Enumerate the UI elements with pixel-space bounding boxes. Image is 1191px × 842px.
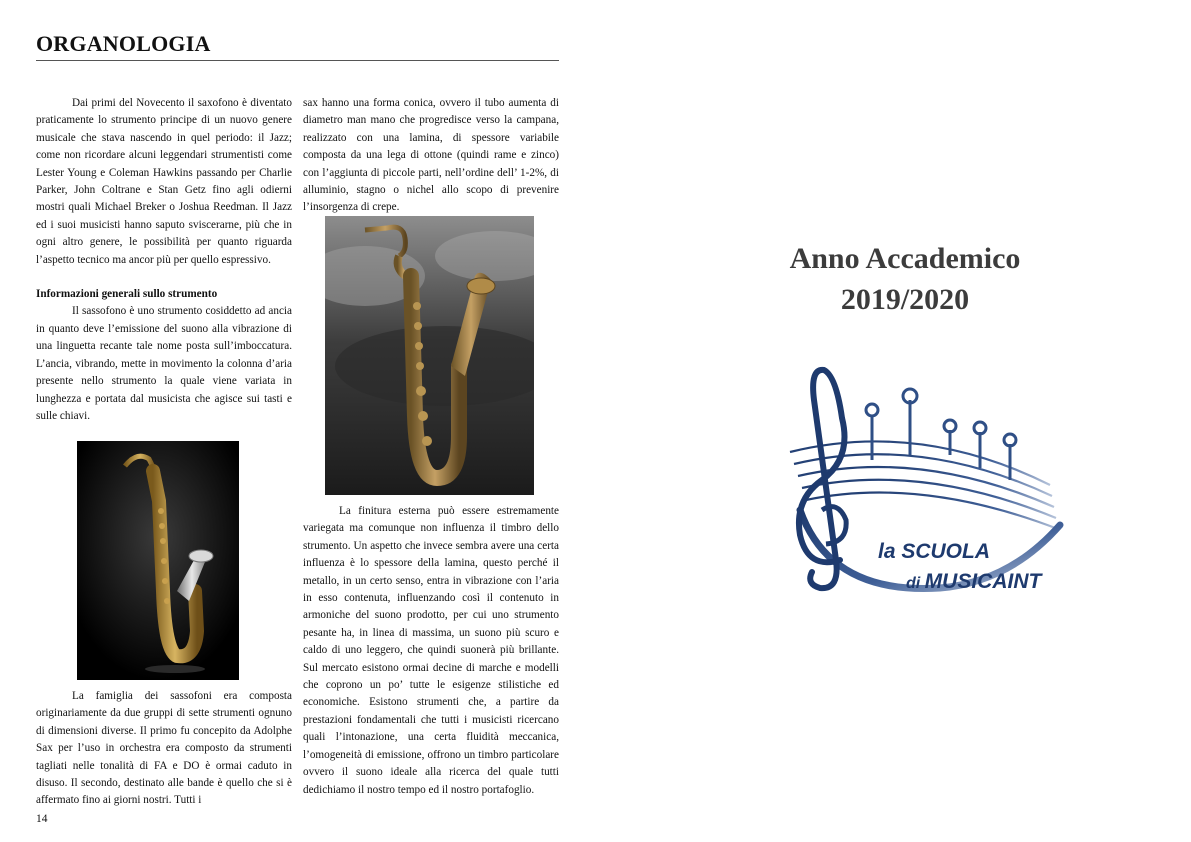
baritone-saxophone-photo <box>325 216 534 495</box>
baritone-saxophone-image <box>325 216 534 495</box>
middle-column-top <box>303 95 559 217</box>
treble-clef-staff-icon <box>760 360 1070 610</box>
paragraph-family: La famiglia dei sassofoni era composta originariamente da due gruppi di sette strumenti ognuno di dimensioni diverse. Il primo fu concepito da Adolphe Sax per l’uso in orchestra era composto da strumenti tagliati nelle tonalità di FA e DO è ormai caduto in disuso. Il secondo, destinato alle bande è quello che si è affermato fino ai giorni nostri. Tutti i <box>36 690 292 807</box>
academic-year-value: 2019/2020 <box>840 283 970 316</box>
academic-year-label: Anno Accademico <box>789 242 1021 275</box>
page-number: 14 <box>36 813 48 825</box>
logo-text-word: MUSICAINT <box>924 570 1042 593</box>
middle-column-bottom <box>303 503 559 799</box>
subheading: Informazioni generali sullo strumento <box>36 288 218 301</box>
logo-text-prefix: di <box>906 575 925 592</box>
logo-text-line1: la SCUOLA <box>878 540 991 563</box>
left-column-bottom <box>36 688 292 810</box>
school-logo <box>760 360 1070 610</box>
paragraph-intro: Dai primi del Novecento il saxofono è diventato praticamente lo strumento principe di un nuovo genere musicale che stava nascendo in quel periodo: il Jazz; come non ricordare alcuni leggendari strumentisti come Lester Young e Coleman Hawkins passando per Charlie Parker, John Coltrane e Stan Getz fino agli odierni mostri quali Michael Breker o Joshua Reedman. Il Jazz ed i suoi musicisti hanno saputo sviscerarne, più che in ogni altro genere, le possibilità per quanto riguarda l’aspetto tecnico ma ancor più per quello espressivo. <box>36 97 292 266</box>
left-column-top <box>36 95 292 425</box>
paragraph-general-info: Il sassofono è uno strumento cosiddetto ad ancia in quanto deve l’emissione del suono alla vibrazione di una linguetta recante tale nome posta sull’imboccatura. L’ancia, vibrando, mette in movimento la colonna d’aria presente nello strumento la quale viene variata in lunghezza e portata dal musicista che agisce sui tasti e sulle chiavi. <box>36 305 292 422</box>
paragraph-conical-shape: sax hanno una forma conica, ovvero il tubo aumenta di diametro man mano che progredisce verso la campana, realizzato con una lamina, di spessore variabile composta da una lega di ottone (quindi rame e zinco) con l’aggiunta di piccole parti, nell’ordine dell’ 1-2%, di alluminio, stagno o nichel allo scopo di prevenire l’insorgenza di crepe. <box>303 97 559 214</box>
academic-year-title <box>700 238 1110 320</box>
paragraph-finish: La finitura esterna può essere estremamente variegata ma comunque non influenza il timbro dello strumento. Un aspetto che invece sembra avere una certa influenza è lo spessore della lamina, questo perché il metallo, in un certo senso, entra in vibrazione con l’aria in esso contenuta, influenzando così il contenuto in armoniche del suono prodotto, per cui uno strumento pesante ha, in linea di massima, un suono più scuro e caldo di uno leggero, che quindi suonerà più brillante. Sul mercato esistono ormai decine di marche e modelli che coprono un po’ tutte le esigenze stilistiche ed economiche. Esistono strumenti che, a partire da prestazioni fondamentali che tutti i musicisti ricercano quali l’intonazione, una certa fluidità meccanica, l’omogeneità di emissione, offrono un timbro particolare ovvero il suono ideale alla ricerca del quale tutti dedichiamo il nostro tempo ed il nostro portafoglio. <box>303 505 559 796</box>
section-title: ORGANOLOGIA <box>36 30 559 61</box>
tenor-saxophone-photo <box>77 441 239 680</box>
logo-text-line2 <box>906 570 1044 593</box>
tenor-saxophone-image <box>77 441 239 680</box>
